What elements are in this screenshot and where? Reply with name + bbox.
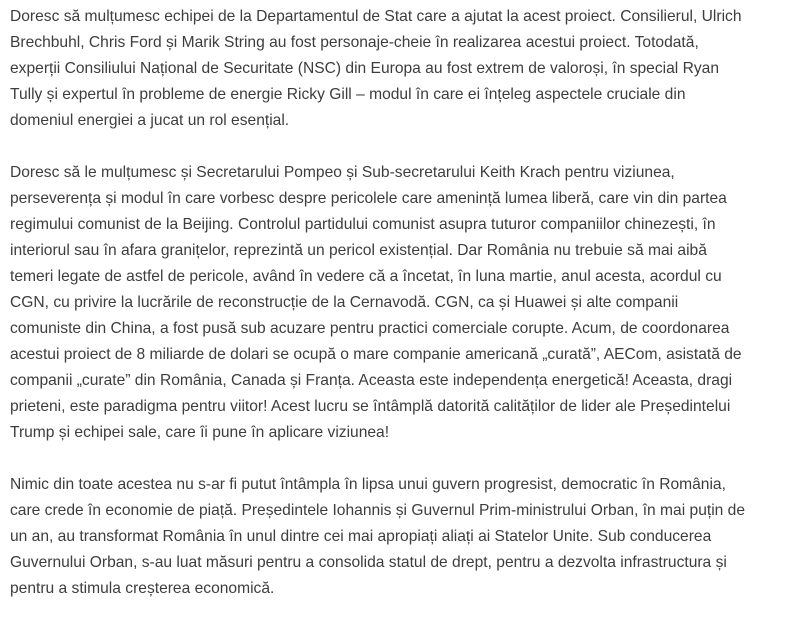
text-line: Nimic din toate acestea nu s-ar fi putut întâmpla în lipsa unui guvern progresist, democratic în România, <box>10 476 726 493</box>
paragraph-thanks-state-department <box>10 4 790 134</box>
text-line: comuniste din China, a fost pusă sub acuzare pentru practici comerciale corupte. Acum, de coordonarea <box>10 320 730 337</box>
text-line: Brechbuhl, Chris Ford și Marik String au fost personaje-cheie în realizarea acestui proiect. Totodată, <box>10 34 699 51</box>
text-line: prieteni, este paradigma pentru viitor! Acest lucru se întâmplă datorită calităților de lider ale Președintelui <box>10 398 731 415</box>
text-line: CGN, cu privire la lucrările de reconstrucție de la Cernavodă. CGN, ca și Huawei și alte companii <box>10 294 679 311</box>
paragraph-government <box>10 472 790 602</box>
text-line: Doresc să mulțumesc echipei de la Departamentul de Stat care a ajutat la acest proiect. Consilierul, Ulrich <box>10 8 742 25</box>
text-line: Guvernului Orban, s-au luat măsuri pentru a consolida statul de drept, pentru a dezvolta infrastructura și <box>10 554 727 571</box>
text-line: acestui proiect de 8 miliarde de dolari se ocupă o mare companie americană „curată”, AECom, asistată de <box>10 346 742 363</box>
text-line: care crede în economie de piață. Președintele Iohannis și Guvernul Prim-ministrului Orban, în mai puțin de <box>10 502 746 519</box>
text-line: companii „curate” din România, Canada și Franța. Aceasta este independența energetică! Aceasta, dragi <box>10 372 733 389</box>
text-line: interiorul sau în afara granițelor, reprezintă un pericol existențial. Dar România nu trebuie să mai aibă <box>10 242 707 259</box>
text-line: temeri legate de astfel de pericole, având în vedere că a încetat, în luna martie, anul acesta, acordul cu <box>10 268 722 285</box>
text-line: pentru a stimula creșterea economică. <box>10 580 275 597</box>
text-line: perseverența și modul în care vorbesc despre pericolele care amenință lumea liberă, care vin din partea <box>10 190 727 207</box>
text-line: regimului comunist de la Beijing. Controlul partidului comunist asupra tuturor companiilor chinezești, în <box>10 216 716 233</box>
paragraph-thanks-pompeo <box>10 160 790 446</box>
text-line: Tully și expertul în probleme de energie Ricky Gill – modul în care ei înțeleg aspectele cruciale din <box>10 86 686 103</box>
article-body <box>10 4 790 628</box>
text-line: domeniul energiei a jucat un rol esențial. <box>10 112 290 129</box>
text-line: experții Consiliului Național de Securitate (NSC) din Europa au fost extrem de valoroși, în special Ryan <box>10 60 719 77</box>
text-line: un an, au transformat România în unul dintre cei mai apropiați aliați ai Statelor Unite. Sub conducerea <box>10 528 712 545</box>
text-line: Trump și echipei sale, care îi pune în aplicare viziunea! <box>10 424 390 441</box>
text-line: Doresc să le mulțumesc și Secretarului Pompeo și Sub-secretarului Keith Krach pentru viziunea, <box>10 164 675 181</box>
